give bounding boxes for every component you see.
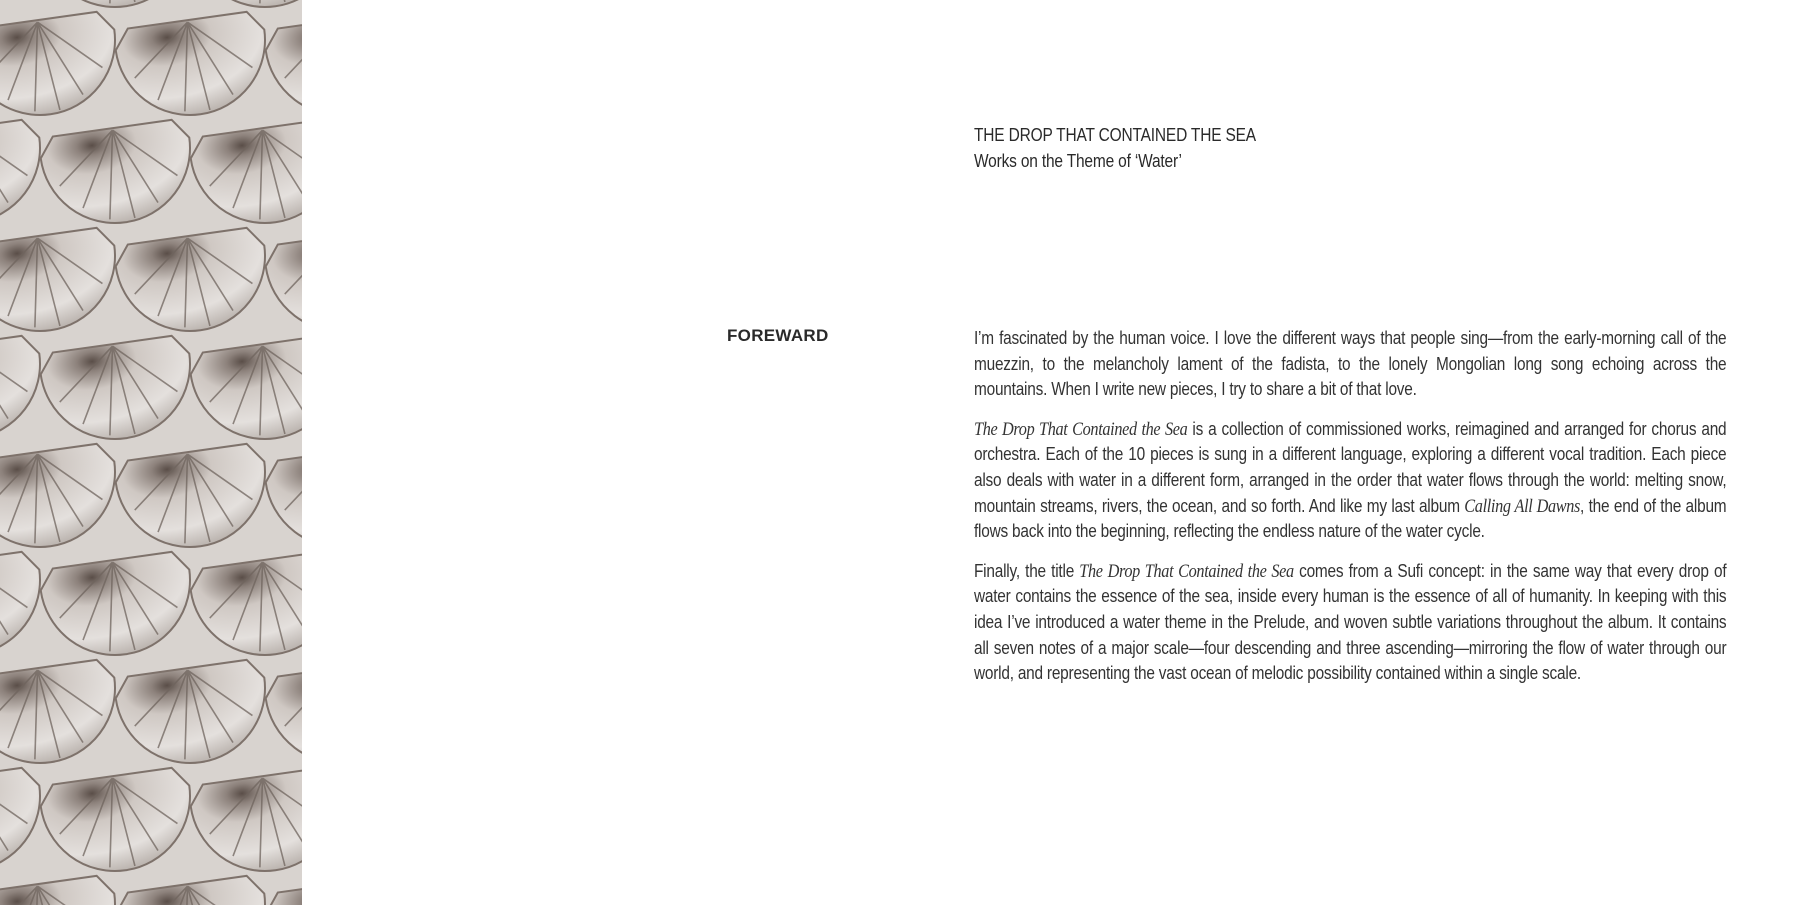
paragraph-1-text: I’m fascinated by the human voice. I love the different ways that people sing—from the early-morning call of the muezzin, to the melancholy lament of the fadista, to the lonely Mongolian long song echoing across the mountains. When I write new pieces, I try to share a bit of that love. [974,328,1727,400]
paragraph-3-text-b: comes from a Sufi concept: in the same way that every drop of water contains the essence of the sea, inside every human is the essence of all of humanity. In keeping with this idea I’ve introduced a water theme in the Prelude, and woven subtle variations throughout the album. It contains all seven notes of a major scale—four descending and three ascending—mirroring the flow of water through our world, and representing the vast ocean of melodic possibility contained within a single scale. [974,560,1727,684]
scale-texture-image [0,0,302,905]
paragraph-2-text-b: , the end of the album flows back into the beginning, reflecting the endless nature of the water cycle. [974,495,1727,542]
foreword-body [974,326,1726,701]
paragraph-2 [974,417,1726,545]
album-title: THE DROP THAT CONTAINED THE SEA [974,125,1256,145]
album-subtitle: Works on the Theme of ‘Water’ [974,151,1182,171]
previous-album-italic: Calling All Dawns [1464,495,1581,517]
paragraph-1 [974,326,1726,403]
paragraph-3 [974,559,1726,687]
album-title-block [974,122,1734,174]
fish-scale-pattern [0,0,302,905]
album-title-italic-2: The Drop That Contained the Sea [1079,560,1294,582]
paragraph-2-text-a: is a collection of commissioned works, reimagined and arranged for chorus and orchestra. Each of the 10 pieces is sung in a different language, exploring a different vocal tradition. Each piece also deals with water in a different form, arranged in the order that water flows through the world: melting snow, mountain streams, rivers, the ocean, and so forth. And like my last album [974,418,1727,516]
album-title-italic: The Drop That Contained the Sea [974,418,1188,440]
section-heading: FOREWARD [727,326,829,345]
paragraph-3-text-a: Finally, the title [974,560,1080,581]
